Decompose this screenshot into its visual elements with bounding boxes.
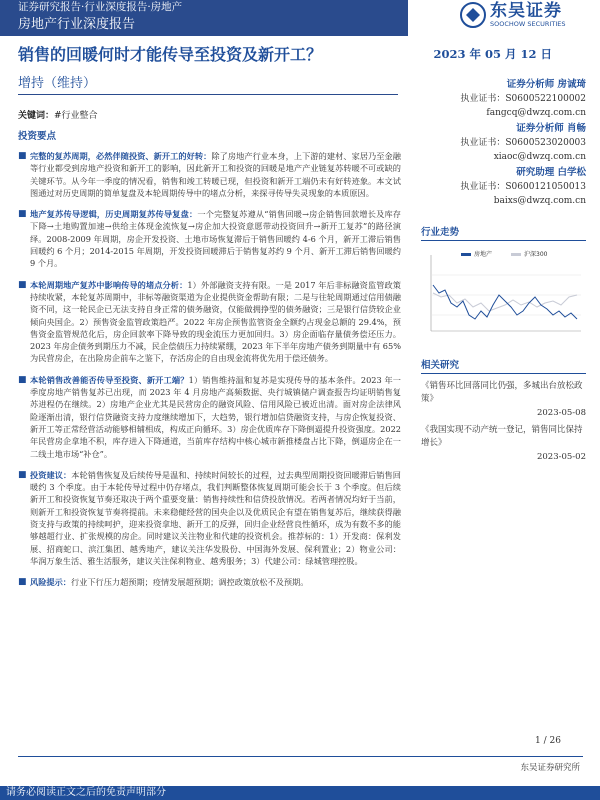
footer-divider (18, 756, 583, 757)
logo-name-cn: 东吴证券 (490, 1, 562, 21)
report-subtitle: 房地产行业深度报告 (0, 14, 408, 36)
investment-points (18, 150, 401, 598)
trend-chart (421, 245, 586, 341)
report-date: 2023 年 05 月 12 日 (433, 47, 552, 61)
paragraph-lead: 投资建议： (30, 469, 72, 480)
analyst-cert: 执业证书：S0600522100002 (460, 94, 586, 104)
paragraph (18, 576, 401, 588)
keywords-value: #行业整合 (54, 111, 98, 121)
related-report-date: 2023-05-02 (536, 452, 586, 462)
square-bullet-icon: ■ (18, 577, 27, 588)
legend-a-label: 房地产 (474, 251, 493, 258)
analyst-role: 证券分析师 房诚琦 (506, 79, 586, 90)
paragraph-body: 本轮销售恢复及后续传导是温和、持续时间较长的过程，过去典型周期投资回暖滞后销售回暖约 3 个季度。由于本轮传导过程中仍存堵点，我们判断整体恢复周期可能会长于 3 个季度。但后续新开工和投资恢复节奏还取决于两个重要变量：销售持续性和信贷投放情况。若两者情况均好于当前，则新开工和投资恢复节奏将提前。未来稳健经营的国央企以及优质民企有望在销售复苏后，继续获得融资支持与政策的持续呵护，迎来投资拿地、新开工的反弹，回归企业经营良性循环，成为有数不多的能够越超行业、扩张规模的房企。同时建议关注物业和代建的投资机会。推荐标的：1）开发商：保利发展、招商蛇口、滨江集团、越秀地产，建议关注华发股份、中国海外发展、保利置业；2）物业公司：华润万象生活、雅生活服务，建议关注保利物业、越秀服务；3）代建公司：绿城管理控股。 (30, 469, 401, 566)
legend-a-swatch (461, 253, 471, 256)
analyst-block (421, 78, 586, 120)
analyst-role: 研究助理 白学松 (516, 167, 586, 178)
square-bullet-icon: ■ (18, 209, 27, 220)
paragraph (18, 469, 401, 567)
square-bullet-icon: ■ (18, 374, 27, 385)
paragraph-lead: 地产复苏传导逻辑，历史周期复苏传导复盘： (30, 209, 198, 220)
report-title: 销售的回暖何时才能传导至投资及新开工？ (18, 45, 323, 64)
paragraph-body: 行业下行压力超预期；疫情发展超预期；调控政策放松不及预期。 (70, 577, 309, 588)
paragraph-lead: 完整的复苏周期，必然伴随投资、新开工的好转： (30, 151, 212, 161)
analyst-role: 证券分析师 肖畅 (516, 123, 586, 134)
logo-mark-icon (460, 2, 486, 28)
analyst-email[interactable]: baixs@dwzq.com.cn (493, 196, 586, 206)
report-header (0, 0, 600, 40)
disclaimer-banner: 请务必阅读正文之后的免责声明部分 (0, 786, 600, 800)
paragraph (18, 208, 401, 269)
keywords (18, 108, 98, 121)
logo-name-en: SOOCHOW SECURITIES (490, 20, 566, 28)
paragraph-body: 1）外部融资支持有限。一是 2017 年后非标融资监管政策持续收紧，本轮复苏周期中，非标等融资渠道为企业提供资金帮助有限；二是与往轮周期通过信用债融资不同，这一轮民企已无法支持自身正常的债务融资，仅能做拥挣型的债务融资；三是银行信贷较企业倾向央国企。2）预售资金监管政策趋严。2022 年房企预售监管资金全额约占现金总额的 29.4%，预售资金监管规范化后，房企回款率下降导致的现金流压力更加回归。3）房企面临存量债务偿还压力。2023 年房企债务到期压力不减，民企偿债压力持续紧绷，2023 年下半年房地产债务到期量中有 65%为民营房企，在出险房企前车之鉴下，存活房企的自由现金流将优先用于偿还债务。 (30, 279, 401, 364)
legend-b-label: 沪深300 (524, 251, 548, 258)
paragraph-body: 除了房地产行业本身，上下游的建材、家居乃至金融等行业都受到房地产投资和新开工的影响，因此新开工和投资的回暖是地产产业链复苏转暖不可或缺的关键环节。从今年一季度的情况看，销售和竣工转暖已现，但投资和新开工端仍未有好转迹象。本文试图通过对历史周期的简单复盘及本轮周期传导中的堵点分析，来探寻传导失灵现象的本质原因。 (30, 151, 401, 198)
analyst-email[interactable]: fangcq@dwzq.com.cn (486, 108, 586, 118)
paragraph-lead: 本轮周期地产复苏中影响传导的堵点分析： (30, 279, 188, 290)
paragraph (18, 150, 401, 199)
title-divider (18, 94, 398, 95)
paragraph-body: 一个完整复苏遵从“销售回暖→房企销售回款增长及库存下降→土地购置加速→供给主体现金流恢复→房企加大投资意愿带动投资回升→新开工复苏”的路径演绎。2008-2009 年周期，房企开发投资、土地市场恢复滞后于销售回暖约 4-6 个月，新开工滞后销售回暖约 6 个月；2014-2015 年周期，开发投资回暖滞后于销售复苏约 9 个月、新开工滞后销售回暖约 9 个月。 (30, 209, 401, 269)
report-tags: 证券研究报告·行业深度报告·房地产 (0, 0, 408, 14)
paragraph-lead: 风险提示： (30, 577, 71, 588)
square-bullet-icon: ■ (18, 469, 27, 480)
analyst-cert: 执业证书：S0600523020003 (460, 138, 586, 148)
related-report-date: 2023-05-08 (536, 408, 586, 418)
rating: 增持（维持） (18, 76, 97, 91)
analyst-block (421, 122, 586, 164)
related-research-title: 相关研究 (421, 357, 586, 374)
related-report-link[interactable]: 《我国实现不动产统一登记，销售同比保持增长》 (421, 425, 583, 448)
analyst-cert: 执业证书：S0600121050013 (460, 182, 586, 192)
keywords-label: 关键词： (18, 111, 55, 121)
page-number: 1 / 26 (535, 736, 561, 746)
trend-title: 行业走势 (421, 224, 586, 241)
investment-points-heading: 投资要点 (18, 131, 57, 142)
related-report-link[interactable]: 《销售环比回落同比仍强，多城出台放松政策》 (421, 381, 583, 404)
footer-brand: 东吴证券研究所 (520, 763, 580, 773)
analyst-email[interactable]: xiaoc@dwzq.com.cn (493, 152, 586, 162)
square-bullet-icon: ■ (18, 279, 27, 290)
paragraph (18, 279, 401, 365)
legend-b-swatch (511, 253, 521, 256)
paragraph-body: 1）销售维持温和复苏是实现传导的基本条件。2023 年一季度房地产销售复苏已出现，而 2023 年 4 月房地产高频数据、央行城镇储户调查报告均证明销售复苏进程仍在继续。2）房地产企业尤其是民营房企的融资风险、信用风险已被近出清。面对房企法律风险逐渐出清，银行信贷融资支持力度继续增加下，大趋势，银行增加信贷融资支持，与房企恢复投资、新开工等正常经营活动能够相辅相成，构成正向循环。3）房企优质库存下降倒逼提升投资强度。2022 年民营房企拿地不积，库存进入下降通道，当前库存结构中核心城市新推楼盘占比下降，倒逼房企在一二线土地市场“补仓”。 (30, 374, 401, 459)
sidebar (421, 78, 586, 462)
trend-chart-svg (421, 245, 586, 341)
analyst-block (421, 166, 586, 208)
brand-logo (460, 0, 565, 30)
paragraph-lead: 本轮销售改善能否传导至投资、新开工端？ (30, 374, 189, 385)
paragraph (18, 374, 401, 460)
square-bullet-icon: ■ (18, 151, 27, 161)
